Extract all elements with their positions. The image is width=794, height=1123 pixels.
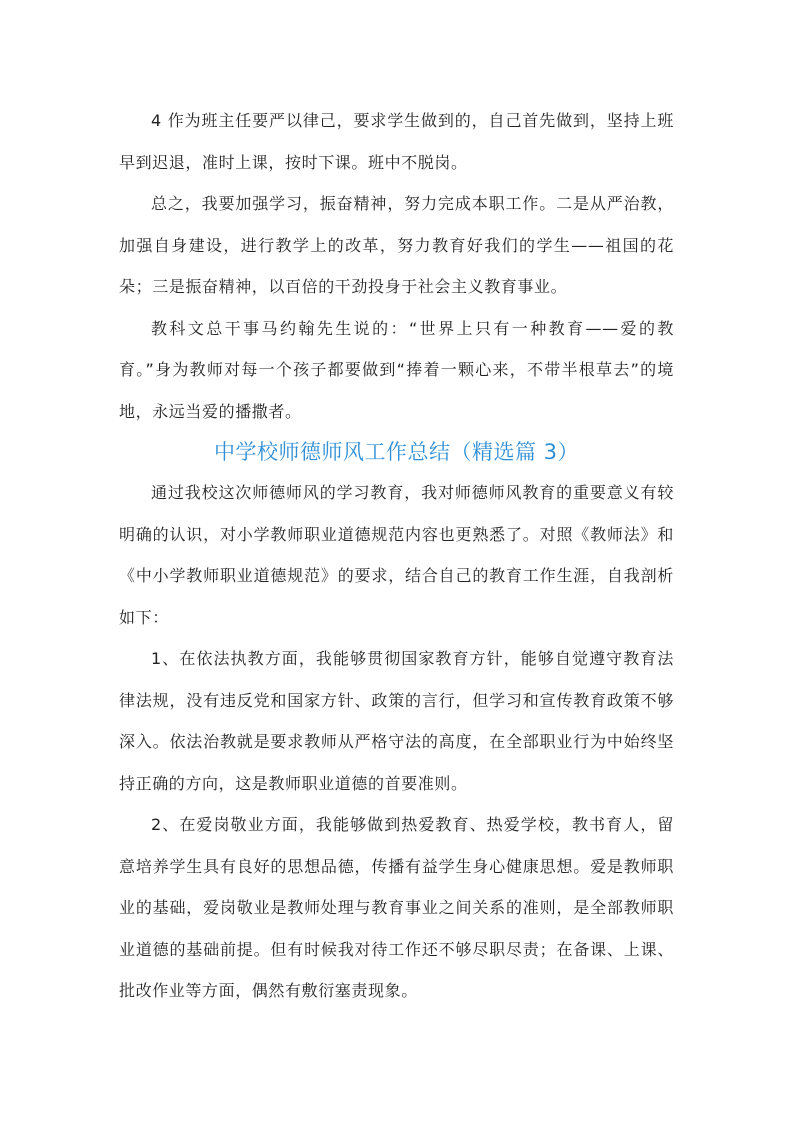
paragraph-dedication: 2、在爱岗敬业方面，我能够做到热爱教育、热爱学校，教书育人，留意培养学生具有良好的思想品德，传播有益学生身心健康思想。爱是教师职业的基础，爱岗敬业是教师处理与教育事业之间关系的准则，是全部教师职业道德的基础前提。但有时候我对待工作还不够尽职尽责；在备课、上课、批改作业等方面，偶然有敷衍塞责现象。 — [119, 815, 674, 1000]
paragraph-class-teacher-discipline: 4 作为班主任要严以律己，要求学生做到的，自己首先做到，坚持上班早到迟退，准时上课，按时下课。班中不脱岗。 — [119, 111, 674, 172]
paragraph-unesco-quote: 教科文总干事马约翰先生说的：“世界上只有一种教育——爱的教育。”身为教师对每一个孩子都要做到“捧着一颗心来，不带半根草去”的境地，永远当爱的播撒者。 — [119, 318, 674, 421]
paragraph-summary: 总之，我要加强学习，振奋精神，努力完成本职工作。二是从严治教，加强自身建设，进行教学上的改革，努力教育好我们的学生——祖国的花朵；三是振奋精神，以百倍的干劲投身于社会主义教育事业。 — [119, 194, 674, 296]
paragraph-introduction: 通过我校这次师德师风的学习教育，我对师德师风教育的重要意义有较明确的认识，对小学教师职业道德规范内容也更熟悉了。对照《教师法》和《中小学教师职业道德规范》的要求，结合自己的教育工作生涯，自我剖析如下： — [119, 483, 674, 627]
section-heading: 中学校师德师风工作总结（精选篇 3） — [213, 440, 580, 464]
paragraph-law-based-teaching: 1、在依法执教方面，我能够贯彻国家教育方针，能够自觉遵守教育法律法规，没有违反党和国家方针、政策的言行，但学习和宣传教育政策不够深入。依法治教就是要求教师从严格守法的高度，在全部职业行为中始终坚持正确的方向，这是教师职业道德的首要准则。 — [119, 649, 674, 793]
document-body — [119, 100, 674, 1012]
